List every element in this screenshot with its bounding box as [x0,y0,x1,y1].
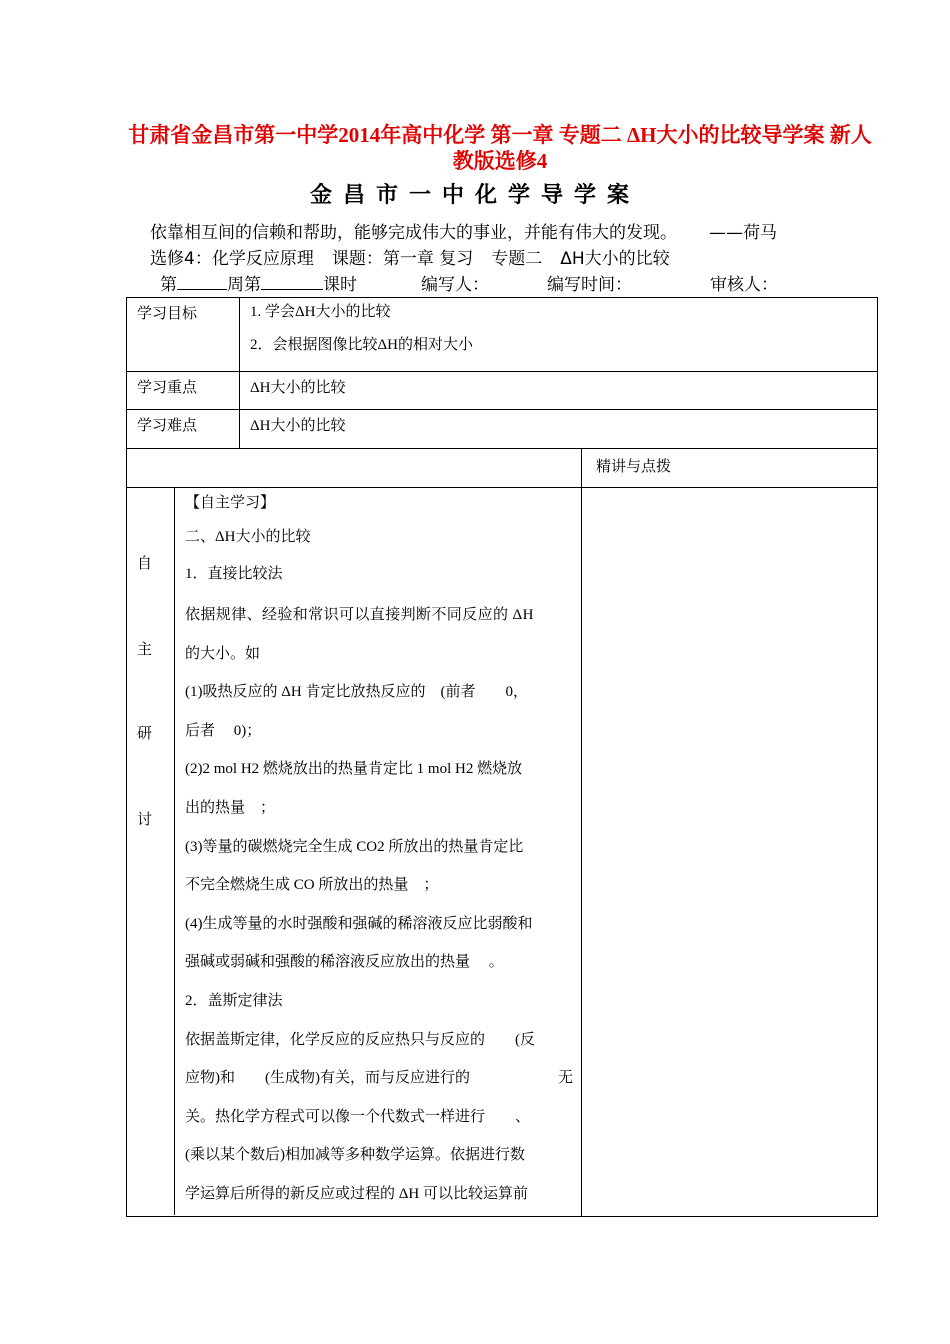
method-2-line-5: 学运算后所得的新反应或过程的 ΔH 可以比较运算前 [185,1185,528,1202]
method-2-line-2a: 应物)和 (生成物)有关，而与反应进行的 [185,1070,470,1087]
motto-text: 依靠相互间的信赖和帮助，能够完成伟大的事业，并能有伟大的发现。 [150,223,677,243]
tips-header: 精讲与点拨 [582,449,878,488]
week-mid: 周第 [227,275,261,295]
difficulty-value: ΔH大小的比较 [240,410,878,449]
document-title: 甘肃省金昌市第一中学2014年高中化学 第一章 专题二 ΔH大小的比较导学案 新人教版选修4 [128,123,872,173]
topic-name: ΔH大小的比较 [560,249,670,269]
method-2-line-2b: 无 [557,1070,573,1087]
tips-content-cell [582,488,878,1217]
key-label: 学习重点 [127,372,240,410]
goal-cell [240,298,878,372]
side-char-1: 自 [137,556,153,572]
topic-label: 课题：第一章 复习 [331,249,474,269]
difficulty-label: 学习难点 [127,410,240,449]
side-char-2: 主 [137,642,153,658]
method-2-line-1: 依据盖斯定律，化学反应的反应热只与反应的 (反 [185,1031,535,1048]
writer-label: 编写人： [421,275,489,295]
content-area [127,488,582,1217]
item-1-line-2: 后者 0)； [185,722,262,739]
date-label: 编写时间： [547,275,632,295]
method-1-line-1: 依据规律、经验和常识可以直接判断不同反应的 ΔH [185,607,534,623]
period-blank[interactable] [261,274,323,290]
item-3-line-1: (3)等量的碳燃烧完全生成 CO2 所放出的热量肯定比 [185,838,524,855]
week-suffix: 课时 [323,275,357,295]
item-2-line-2: 出的热量 ； [185,799,276,816]
method-2-line-2 [185,1059,573,1098]
key-value: ΔH大小的比较 [240,372,878,410]
item-4-line-2: 强碱或弱碱和强酸的稀溶液反应放出的热量 。 [185,954,504,971]
method-1-line-2: 的大小。如 [185,645,261,662]
week-prefix: 第 [160,275,177,295]
week-blank[interactable] [177,274,227,290]
study-plan-table [126,297,878,1217]
section-title: 二、ΔH大小的比较 [185,529,311,545]
method-2-title: 2．盖斯定律法 [185,992,283,1009]
side-char-3: 研 [137,726,153,742]
blank-header-cell [127,449,582,488]
item-3-line-2: 不完全燃烧生成 CO 所放出的热量 ； [185,877,439,894]
course-name: 选修4：化学反应原理 [150,249,314,269]
reviewer-label: 审核人： [710,275,778,295]
item-4-line-1: (4)生成等量的水时强酸和强碱的稀溶液反应比弱酸和 [185,915,533,932]
item-2-line-1: (2)2 mol H2 燃烧放出的热量肯定比 1 mol H2 燃烧放 [185,761,523,778]
method-2-line-3: 关。热化学方程式可以像一个代数式一样进行 、 [185,1108,531,1125]
section-header: 【自主学习】 [185,495,276,511]
goal-2: 2．会根据图像比较ΔH的相对大小 [250,337,473,353]
motto-line [150,218,777,243]
course-line [150,244,688,269]
topic-sub: 专题二 [491,249,543,269]
banner-title: 金昌市一中化学导学案 [309,183,640,208]
item-1-line-1: (1)吸热反应的 ΔH 肯定比放热反应的 (前者 0， [185,684,528,701]
study-content [175,488,581,1215]
side-char-4: 讨 [137,812,153,828]
goal-1: 1. 学会ΔH大小的比较 [250,304,391,320]
method-1-title: 1．直接比较法 [185,566,283,582]
meta-line [160,270,778,295]
side-label-column [127,488,175,1215]
goal-label: 学习目标 [127,298,240,372]
method-2-line-4: (乘以某个数后)相加减等多种数学运算。依据进行数 [185,1147,525,1164]
motto-author: ——荷马 [709,223,777,243]
